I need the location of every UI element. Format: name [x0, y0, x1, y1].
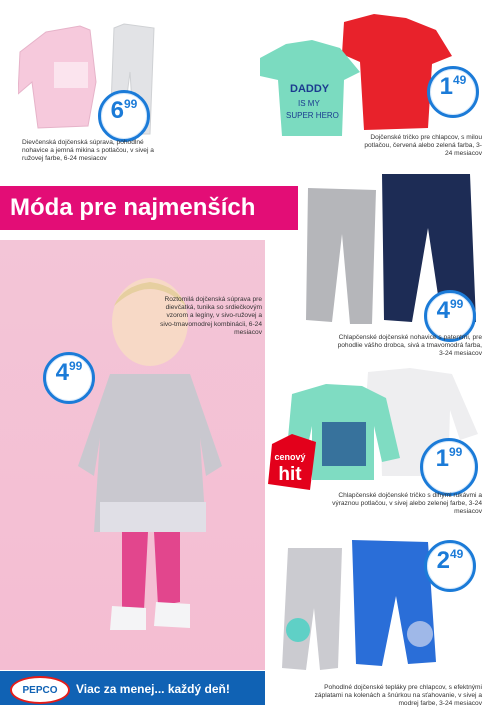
price-decimal: 49	[453, 73, 467, 87]
shirt-print-line2: IS MY	[298, 99, 320, 108]
shirt-print-line1: DADDY	[290, 83, 330, 95]
price-decimal: 99	[124, 97, 138, 111]
product-description: Dievčenská dojčenská súprava, pohodlné nohavice a jemná mikina s potlačou, v sivej a ružovej farbe, 6-24 mesiacov	[22, 139, 154, 163]
price-badge	[43, 352, 95, 404]
price-badge	[424, 540, 476, 592]
price-badge	[427, 66, 479, 118]
price-decimal: 99	[450, 297, 464, 311]
boy-sweatpants-image	[278, 538, 448, 678]
price-decimal: 99	[69, 359, 83, 373]
price-badge	[98, 90, 150, 142]
product-description: Roztomilá dojčenská súprava pre dievčatká, tunika so srdiečkovým vzorom a legíny, v sivo-ružovej a sivo-tmavomodrej kombinácii, 6-24 mesiacov	[160, 296, 262, 336]
price-integer: 1	[435, 445, 448, 472]
tshirts-image	[256, 10, 456, 140]
price-integer: 6	[110, 97, 123, 124]
price-decimal: 99	[449, 445, 463, 459]
product-description: Chlapčenské dojčenské tričko s dlhými rukávmi a výraznou potlačou, v sivej alebo zelenej farbe, 3-24 mesiacov	[332, 492, 482, 516]
product-description: Dojčenské tričko pre chlapcov, s milou potlačou, červená alebo zelená farba, 3-24 mesiacov	[364, 134, 482, 158]
hit-tag-line1: cenový	[274, 452, 306, 462]
price-decimal: 49	[450, 547, 464, 561]
price-integer: 4	[55, 359, 68, 386]
product-description: Chlapčenské dojčenské nohavice s patentmi, pre pohodlie vášho drobca, sivá a tmavomodrá farba, 3-24 mesiacov	[337, 334, 482, 358]
section-banner: Móda pre najmenších	[0, 186, 298, 230]
price-integer: 4	[436, 297, 449, 324]
price-badge	[420, 438, 478, 496]
price-integer: 2	[436, 547, 449, 574]
price-hit-tag	[266, 432, 318, 492]
pepco-logo: PEPCO	[10, 676, 70, 704]
product-description: Pohodlné dojčenské tepláky pre chlapcov, s efektnými záplatami na kolenách a šnúrkou na sťahovanie, v sivej a modrej farbe, 3-24 mesiacov	[314, 684, 482, 708]
hit-tag-line2: hit	[278, 464, 302, 485]
footer-slogan: Viac za menej... každý deň!	[76, 682, 230, 696]
price-integer: 1	[439, 73, 452, 100]
shirt-print-line3: SUPER HERO	[286, 111, 339, 120]
